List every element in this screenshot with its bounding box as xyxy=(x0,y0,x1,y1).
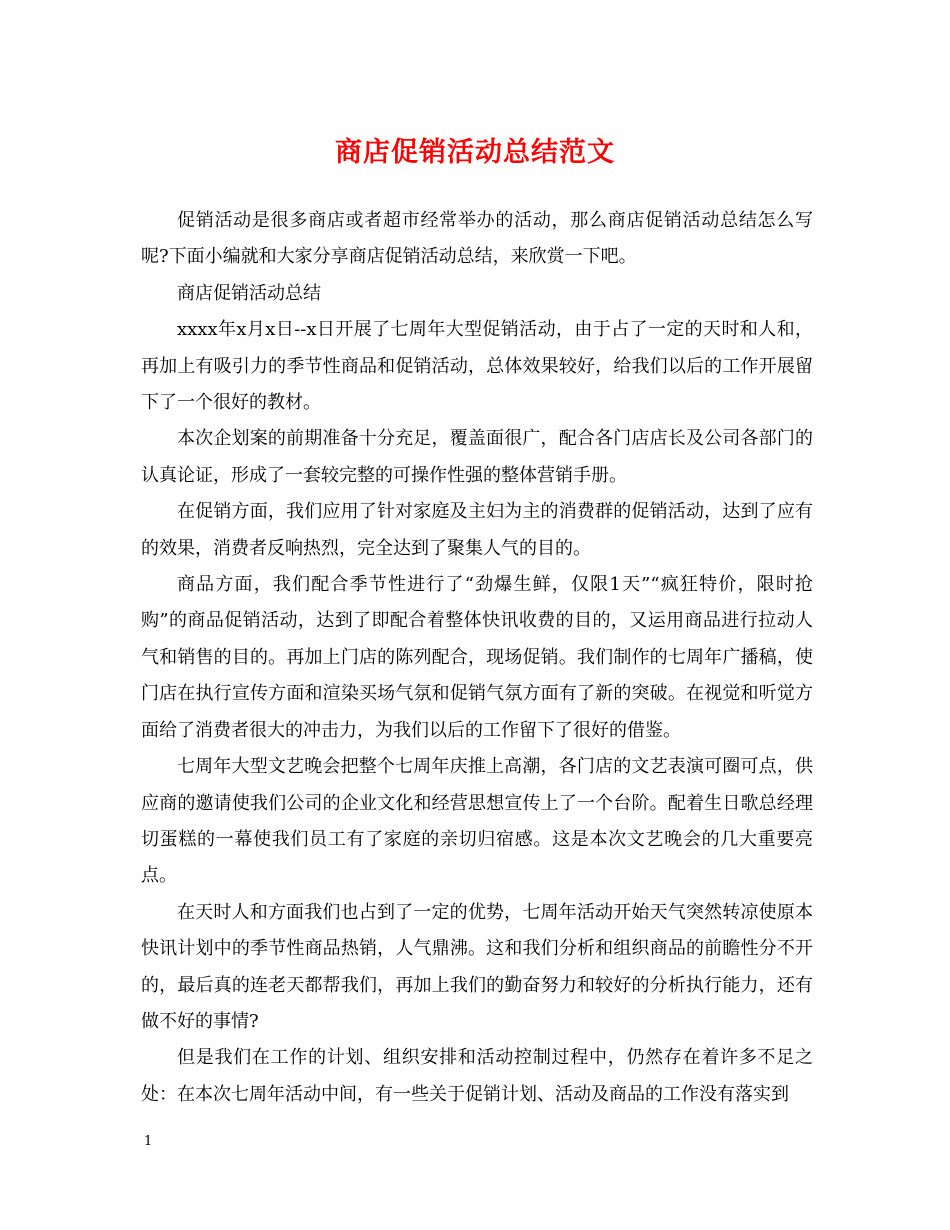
paragraph-planning: 本次企划案的前期准备十分充足，覆盖面很广，配合各门店店长及公司各部门的认真论证，形成了一套较完整的可操作性强的整体营销手册。 xyxy=(141,428,813,486)
paragraph-shortcomings: 但是我们在工作的计划、组织安排和活动控制过程中，仍然存在着许多不足之处：在本次七周年活动中间，有一些关于促销计划、活动及商品的工作没有落实到 xyxy=(141,1047,813,1105)
paragraph-intro: 促销活动是很多商店或者超市经常举办的活动，那么商店促销活动总结怎么写呢?下面小编就和大家分享商店促销活动总结，来欣赏一下吧。 xyxy=(141,210,813,268)
paragraph-promotion: 在促销方面，我们应用了针对家庭及主妇为主的消费群的促销活动，达到了应有的效果，消费者反响热烈，完全达到了聚集人气的目的。 xyxy=(141,501,813,559)
paragraph-merchandise: 商品方面，我们配合季节性进行了“劲爆生鲜，仅限1天”“疯狂特价，限时抢购”的商品促销活动，达到了即配合着整体快讯收费的目的，又运用商品进行拉动人气和销售的目的。再加上门店的陈列配合，现场促销。我们制作的七周年广播稿，使门店在执行宣传方面和渲染买场气氛和促销气氛方面有了新的突破。在视觉和听觉方面给了消费者很大的冲击力，为我们以后的工作留下了很好的借鉴。 xyxy=(141,574,813,741)
paragraph-gala: 七周年大型文艺晚会把整个七周年庆推上高潮，各门店的文艺表演可圈可点，供应商的邀请使我们公司的企业文化和经营思想宣传上了一个台阶。配着生日歌总经理切蛋糕的一幕使我们员工有了家庭的亲切归宿感。这是本次文艺晚会的几大重要亮点。 xyxy=(141,756,813,887)
paragraph-overview: xxxx年x月x日--x日开展了七周年大型促销活动，由于占了一定的天时和人和，再加上有吸引力的季节性商品和促销活动，总体效果较好，给我们以后的工作开展留下了一个很好的教材。 xyxy=(141,319,813,414)
paragraph-subheading: 商店促销活动总结 xyxy=(177,282,321,304)
page-number: 1 xyxy=(144,1134,153,1149)
document-title: 商店促销活动总结范文 xyxy=(335,137,615,168)
document-body xyxy=(141,203,813,1113)
paragraph-advantage: 在天时人和方面我们也占到了一定的优势，七周年活动开始天气突然转凉使原本快讯计划中的季节性商品热销，人气鼎沸。这和我们分析和组织商品的前瞻性分不开的，最后真的连老天都帮我们，再加上我们的勤奋努力和较好的分析执行能力，还有做不好的事情? xyxy=(141,901,813,1032)
